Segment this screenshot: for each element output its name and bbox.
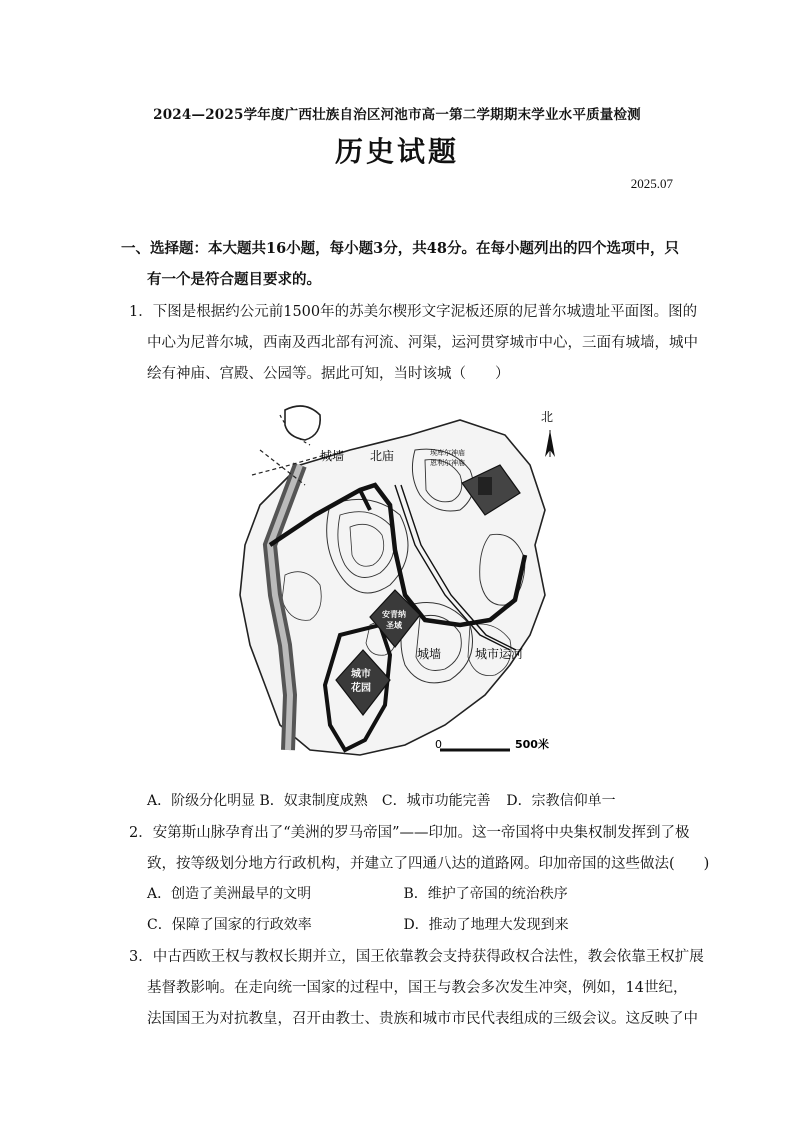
q1-option-a[interactable]: A．阶级分化明显	[147, 793, 256, 809]
scale-start: 0	[435, 738, 442, 751]
q2-line1: 2．安第斯山脉孕育出了“美洲的罗马帝国”——印加。这一帝国将中央集权制发挥到了极	[129, 825, 690, 841]
map-label-wall-s: 城墙	[417, 647, 442, 661]
q1-line1: 1．下图是根据约公元前1500年的苏美尔楔形文字泥板还原的尼普尔城遗址平面图。图的	[129, 304, 698, 320]
scale-end: 500米	[515, 738, 549, 751]
map-label-garden-1: 城市	[351, 669, 371, 680]
q2-option-c[interactable]: C．保障了国家的行政效率	[147, 917, 312, 933]
q2-option-a[interactable]: A．创造了美洲最早的文明	[147, 886, 312, 902]
map-label-garden-2: 花园	[351, 683, 371, 694]
section-heading-line2: 有一个是符合题目要求的。	[147, 271, 321, 288]
map-label-temple-1: 埃库尔神庙	[430, 449, 465, 457]
q2-options-row1	[147, 883, 568, 903]
exam-date: 2025.07	[630, 176, 673, 191]
q1-option-c[interactable]: C．城市功能完善	[381, 793, 491, 809]
exam-subtitle: 2024—2025学年度广西壮族自治区河池市高一第二学期期末学业水平质量检测	[153, 107, 641, 123]
q1-options	[147, 790, 616, 810]
north-label: 北	[541, 410, 554, 424]
map-label-citadel-1: 安青纳	[382, 610, 406, 619]
section-heading-line1: 一、选择题：本大题共16小题，每小题3分，共48分。在每小题列出的四个选项中，只	[121, 240, 679, 257]
q2-line2: 致，按等级划分地方行政机构，并建立了四通八达的道路网。印加帝国的这些做法( )	[147, 856, 710, 872]
map-label-wall-nw: 城墙	[320, 449, 345, 463]
q2-option-d[interactable]: D．推动了地理大发现到来	[403, 917, 569, 933]
q1-option-d[interactable]: D．宗教信仰单一	[506, 793, 616, 809]
q1-line3: 绘有神庙、宫殿、公园等。据此可知，当时该城（ ）	[147, 366, 510, 382]
q2-option-b[interactable]: B．维护了帝国的统治秩序	[403, 886, 568, 902]
q3-line3: 法国国王为对抗教皇，召开由教士、贵族和城市市民代表组成的三级会议。这反映了中	[147, 1011, 698, 1027]
map-label-temple-2: 恩利尔神庙	[430, 459, 465, 467]
map-label-north-temple: 北庙	[370, 449, 395, 463]
page-title: 历史试题	[334, 135, 459, 168]
q2-options-row2	[147, 914, 569, 934]
q3-line1: 3．中古西欧王权与教权长期并立，国王依靠教会支持获得政权合法性，教会依靠王权扩展	[129, 949, 704, 965]
q1-option-b[interactable]: B．奴隶制度成熟	[259, 793, 368, 809]
map-label-canal: 城市运河	[475, 647, 524, 661]
q3-line2: 基督教影响。在走向统一国家的过程中，国王与教会多次发生冲突，例如，14世纪，	[147, 980, 688, 996]
q1-line2: 中心为尼普尔城，西南及西北部有河流、河渠，运河贯穿城市中心，三面有城墙，城中	[147, 335, 698, 351]
nippur-city-map	[230, 395, 570, 765]
map-label-citadel-2: 圣域	[386, 621, 402, 630]
